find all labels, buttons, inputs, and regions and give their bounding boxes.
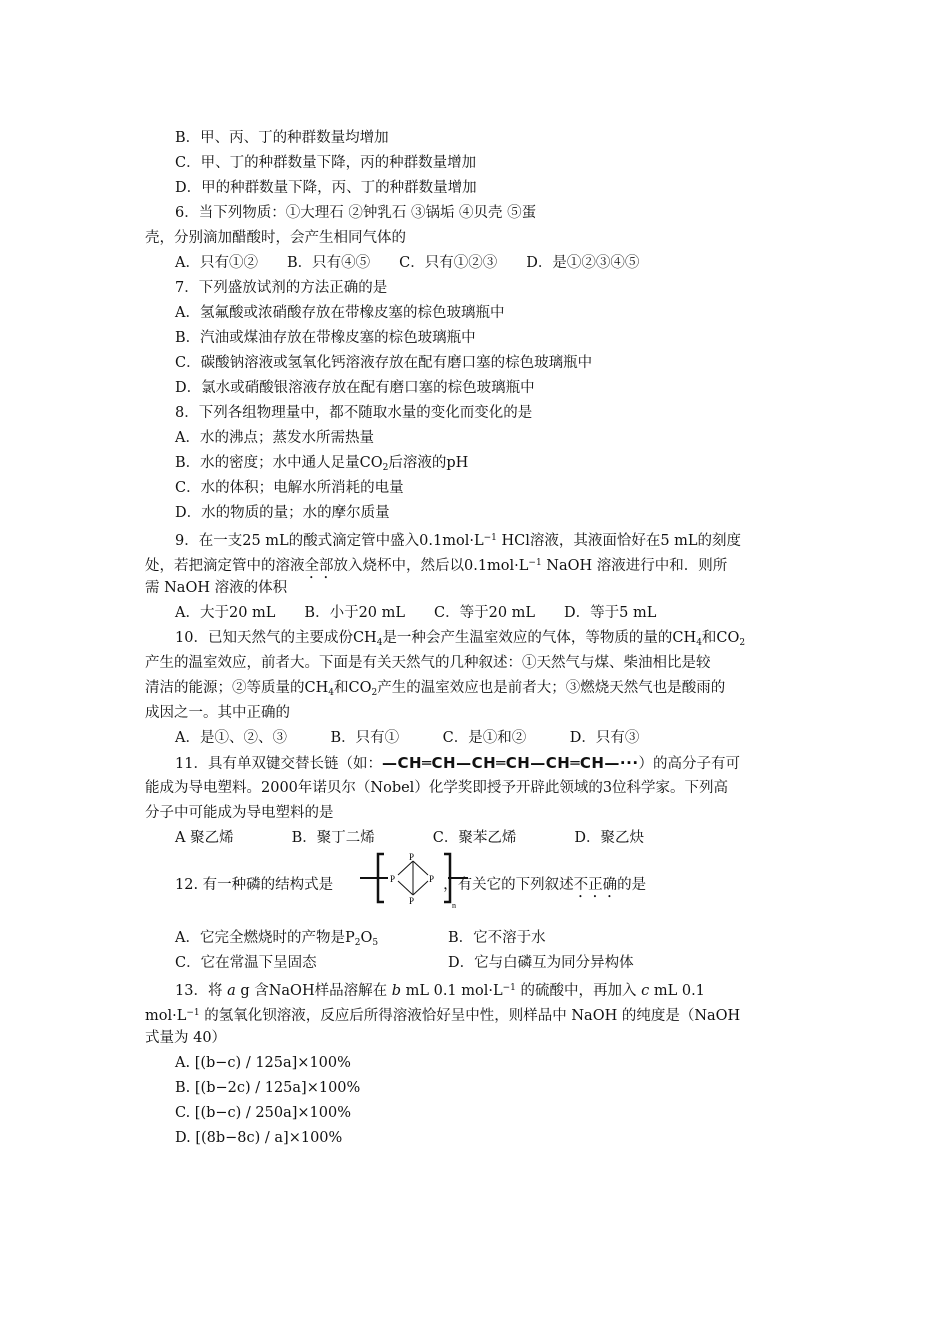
q10-stem-line4: 成因之一。其中正确的 xyxy=(145,705,290,721)
q11-options: A 聚乙烯 B．聚丁二烯 C．聚苯乙烯 D．聚乙炔 xyxy=(175,830,644,846)
q13-option-a: A. [(b−c) / 125a]×100% xyxy=(175,1055,351,1071)
q13-option-c: C. [(b−c) / 250a]×100% xyxy=(175,1105,352,1121)
subscript-n: n xyxy=(452,901,456,910)
q13-option-b: B. [(b−2c) / 125a]×100% xyxy=(175,1080,361,1096)
q8-stem: 8．下列各组物理量中，都不随取水量的变化而变化的是 xyxy=(175,405,533,421)
q8-option-b: B．水的密度；水中通人足量$CO_2$后溶液的pH xyxy=(175,455,469,473)
q7-option-a: A．氢氟酸或浓硝酸存放在带橡皮塞的棕色玻璃瓶中 xyxy=(175,305,505,321)
q12-stem: 12. 有一种磷的结构式是 ，有关它的下列叙述不正确的是 xyxy=(175,877,647,893)
q5-option-c: C．甲、丁的种群数量下降，丙的种群数量增加 xyxy=(175,155,477,171)
q5-option-d: D．甲的种群数量下降，丙、丁的种群数量增加 xyxy=(175,180,477,196)
q13-option-d: D. [(8b−8c) / a]×100% xyxy=(175,1130,343,1146)
q10-stem-line1: 10．已知天然气的主要成份$CH_4$是一种会产生温室效应的气体，等物质的量的$CH_4$和$CO_2$ xyxy=(175,630,746,648)
q10-options: A．是①、②、③ B．只有① C．是①和② D．只有③ xyxy=(175,730,640,746)
q7-option-d: D．氯水或硝酸银溶液存放在配有磨口塞的棕色玻璃瓶中 xyxy=(175,380,535,396)
q12-option-c: C．它在常温下呈固态 xyxy=(175,955,317,971)
q12-options-row1: A．它完全燃烧时的产物是$P_2O_5$ xyxy=(175,930,379,948)
q9-options: A．大于20 mL B．小于20 mL C．等于20 mL D．等于5 mL xyxy=(175,605,657,621)
q11-stem-line1: 11．具有单双键交替长链（如：—CH═CH—CH═CH—CH═CH—···）的高分子有可 xyxy=(175,754,741,772)
q8-option-a: A．水的沸点；蒸发水所需热量 xyxy=(175,430,374,446)
q6-stem-line2: 壳，分别滴加醋酸时，会产生相同气体的 xyxy=(145,230,406,246)
q8-option-d: D．水的物质的量；水的摩尔质量 xyxy=(175,505,390,521)
q13-stem-line1: 13．将 a g 含NaOH样品溶解在 b mL 0.1 $mol\cdot L^{-1}$ 的硫酸中，再加入 c mL 0.1 xyxy=(175,983,705,999)
polymer-chain-formula: —CH═CH—CH═CH—CH═CH—··· xyxy=(381,754,639,772)
q12-option-b: B．它不溶于水 xyxy=(448,930,546,946)
q10-stem-line2: 产生的温室效应，前者大。下面是有关天然气的几种叙述：①天然气与煤、柴油相比是较 xyxy=(145,655,711,671)
q11-stem-line3: 分子中可能成为导电塑料的是 xyxy=(145,805,334,821)
phosphorus-structure-diagram xyxy=(360,848,468,910)
q9-stem-line1: 9．在一支25 mL的酸式滴定管中盛入$0.1mol\cdot L^{-1}$ HCl溶液，其液面恰好在5 mL的刻度 xyxy=(175,533,742,549)
q9-stem-line2: 处，若把滴定管中的溶液全部放入烧杯中，然后以$0.1mol\cdot L^{-1}$ NaOH 溶液进行中和．则所 xyxy=(145,558,728,574)
emphasis-incorrect: 不正确 xyxy=(573,877,618,893)
q6-options: A．只有①② B．只有④⑤ C．只有①②③ D．是①②③④⑤ xyxy=(175,255,640,271)
q7-option-b: B．汽油或煤油存放在带橡皮塞的棕色玻璃瓶中 xyxy=(175,330,476,346)
p-atom-top: P xyxy=(409,852,415,862)
q8-option-c: C．水的体积；电解水所消耗的电量 xyxy=(175,480,404,496)
q7-option-c: C．碳酸钠溶液或氢氧化钙溶液存放在配有磨口塞的棕色玻璃瓶中 xyxy=(175,355,593,371)
q13-stem-line3: 式量为 40） xyxy=(145,1030,227,1046)
p-atom-bottom: P xyxy=(409,896,415,906)
q12-option-d: D．它与白磷互为同分异构体 xyxy=(448,955,634,971)
q6-stem-line1: 6．当下列物质：①大理石 ②钟乳石 ③锅垢 ④贝壳 ⑤蛋 xyxy=(175,205,537,221)
q10-stem-line3: 清洁的能源；②等质量的$CH_4$和$CO_2$产生的温室效应也是前者大；③燃烧天然气也是酸雨的 xyxy=(145,680,726,698)
p-atom-left: P xyxy=(390,874,396,884)
p-atom-right: P xyxy=(429,874,435,884)
q7-stem: 7．下列盛放试剂的方法正确的是 xyxy=(175,280,388,296)
q13-stem-line2: $mol\cdot L^{-1}$ 的氢氧化钡溶液，反应后所得溶液恰好呈中性，则样品中 NaOH 的纯度是（NaOH xyxy=(145,1008,741,1024)
q9-stem-line3: 需 NaOH 溶液的体积 xyxy=(145,580,288,596)
emphasis-all: 全部 xyxy=(304,558,334,574)
q5-option-b: B．甲、丙、丁的种群数量均增加 xyxy=(175,130,389,146)
q11-stem-line2: 能成为导电塑料。2000年诺贝尔（Nobel）化学奖即授予开辟此领域的3位科学家。下列高 xyxy=(145,780,729,796)
